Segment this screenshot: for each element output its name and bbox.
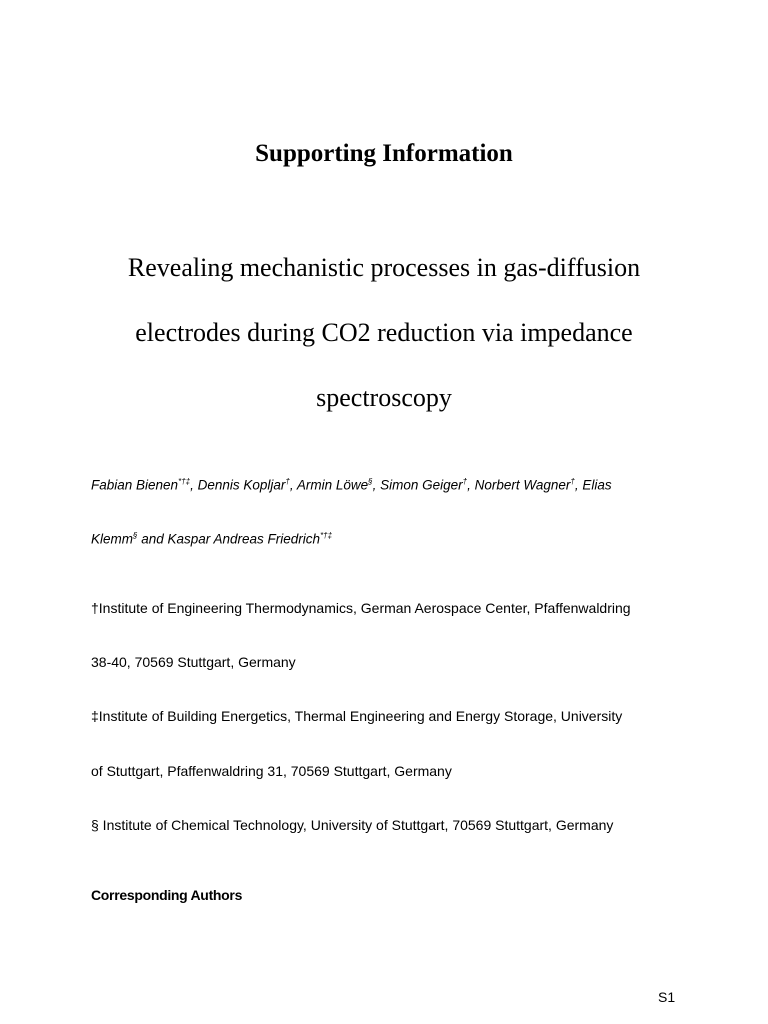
title-line-1: Revealing mechanistic processes in gas-diffusion bbox=[127, 253, 641, 282]
corresponding-authors-label: Corresponding Authors bbox=[91, 887, 243, 903]
author-name: , Simon Geiger bbox=[372, 477, 463, 493]
author-mark: § bbox=[368, 477, 373, 486]
author-line-1 bbox=[91, 477, 612, 493]
author-mark: † bbox=[462, 477, 468, 486]
supporting-information-heading: Supporting Information bbox=[255, 140, 513, 167]
affiliation-line-5: § Institute of Chemical Technology, University of Stuttgart, 70569 Stuttgart, Germany bbox=[91, 817, 614, 833]
page-number: S1 bbox=[658, 989, 676, 1005]
author-name: , Armin Löwe bbox=[289, 477, 369, 493]
affiliation-line-3: ‡Institute of Building Energetics, Thermal Engineering and Energy Storage, University bbox=[91, 708, 623, 724]
author-line-2 bbox=[91, 531, 332, 547]
affiliation-line-4: of Stuttgart, Pfaffenwaldring 31, 70569 Stuttgart, Germany bbox=[91, 763, 452, 779]
author-mark: † bbox=[285, 477, 290, 486]
author-name: Klemm bbox=[91, 531, 134, 547]
author-name: , Norbert Wagner bbox=[467, 477, 571, 493]
author-mark: † bbox=[570, 477, 575, 486]
author-mark: *†‡ bbox=[320, 531, 333, 540]
title-line-3: spectroscopy bbox=[316, 383, 452, 412]
affiliation-line-1: †Institute of Engineering Thermodynamics, German Aerospace Center, Pfaffenwaldring bbox=[91, 600, 631, 616]
affiliation-line-2: 38-40, 70569 Stuttgart, Germany bbox=[91, 654, 296, 670]
title-line-2: electrodes during CO2 reduction via impedance bbox=[135, 318, 633, 347]
author-name: and Kaspar Andreas Friedrich bbox=[137, 531, 321, 547]
author-name: , Elias bbox=[574, 477, 612, 493]
author-mark: *†‡ bbox=[178, 477, 191, 486]
author-mark: § bbox=[133, 531, 138, 540]
author-name: Fabian Bienen bbox=[91, 477, 179, 493]
author-name: , Dennis Kopljar bbox=[190, 477, 286, 493]
